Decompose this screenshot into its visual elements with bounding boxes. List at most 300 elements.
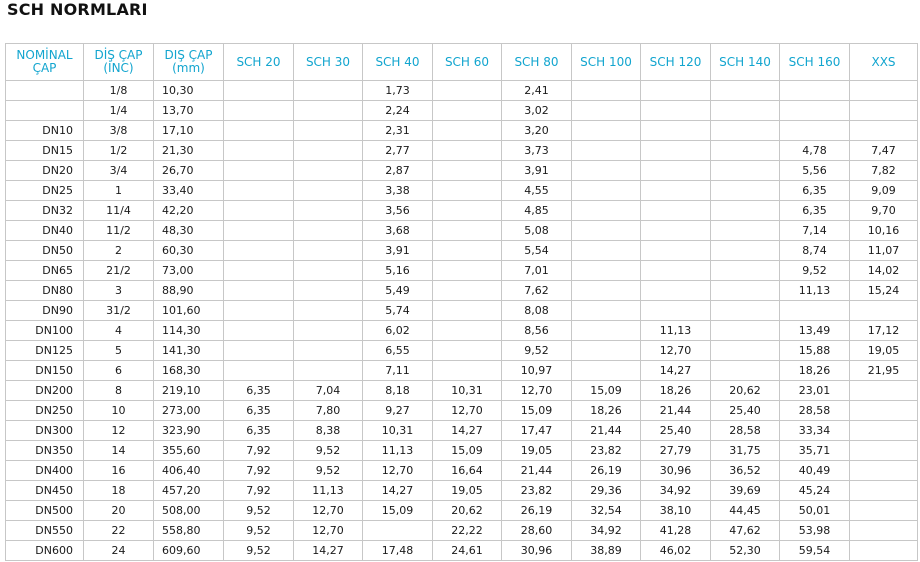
table-cell: 9,52 <box>224 541 294 561</box>
table-cell: 2,24 <box>363 101 433 121</box>
table-cell <box>641 301 711 321</box>
table-cell: 7,47 <box>850 141 918 161</box>
table-row <box>6 261 918 281</box>
table-cell: 7,62 <box>502 281 572 301</box>
table-cell: 3,73 <box>502 141 572 161</box>
table-cell: 53,98 <box>780 521 850 541</box>
table-row <box>6 281 918 301</box>
table-header-row <box>6 44 918 81</box>
table-cell: 29,36 <box>572 481 641 501</box>
table-cell: 18 <box>84 481 154 501</box>
table-cell <box>780 101 850 121</box>
table-cell: 508,00 <box>154 501 224 521</box>
table-cell: 17,47 <box>502 421 572 441</box>
table-cell: 355,60 <box>154 441 224 461</box>
table-cell: 3,56 <box>363 201 433 221</box>
table-cell: 8,74 <box>780 241 850 261</box>
table-cell: DN40 <box>6 221 84 241</box>
table-cell: 406,40 <box>154 461 224 481</box>
table-cell: 26,19 <box>502 501 572 521</box>
table-cell: 33,40 <box>154 181 224 201</box>
table-cell: 4,55 <box>502 181 572 201</box>
table-cell <box>711 321 780 341</box>
table-cell: 15,09 <box>572 381 641 401</box>
table-cell: 3,20 <box>502 121 572 141</box>
table-cell: 3,38 <box>363 181 433 201</box>
table-cell: 5,08 <box>502 221 572 241</box>
table-cell <box>850 441 918 461</box>
table-cell: DN500 <box>6 501 84 521</box>
table-cell: 27,79 <box>641 441 711 461</box>
table-cell: 6,35 <box>224 381 294 401</box>
table-cell <box>294 301 363 321</box>
table-cell <box>294 161 363 181</box>
table-cell: 11/4 <box>84 201 154 221</box>
table-cell <box>850 81 918 101</box>
table-cell <box>641 81 711 101</box>
table-cell: 14,02 <box>850 261 918 281</box>
table-cell: 30,96 <box>641 461 711 481</box>
table-cell <box>850 461 918 481</box>
table-cell: 3/8 <box>84 121 154 141</box>
table-cell <box>433 361 502 381</box>
table-cell: 7,92 <box>224 481 294 501</box>
table-cell: 10,30 <box>154 81 224 101</box>
table-cell: 14,27 <box>433 421 502 441</box>
table-cell <box>294 261 363 281</box>
table-cell <box>850 421 918 441</box>
table-cell <box>572 81 641 101</box>
table-cell: 10,31 <box>433 381 502 401</box>
table-cell <box>294 241 363 261</box>
table-cell <box>711 201 780 221</box>
table-cell: DN550 <box>6 521 84 541</box>
table-cell: 6,35 <box>224 421 294 441</box>
table-cell <box>850 521 918 541</box>
table-cell: 12,70 <box>641 341 711 361</box>
table-cell <box>572 281 641 301</box>
table-cell <box>224 361 294 381</box>
table-cell <box>711 281 780 301</box>
table-cell: 457,20 <box>154 481 224 501</box>
table-cell: 13,49 <box>780 321 850 341</box>
table-cell <box>572 321 641 341</box>
table-cell: 15,24 <box>850 281 918 301</box>
table-cell <box>850 101 918 121</box>
table-cell: 30,96 <box>502 541 572 561</box>
table-cell: DN300 <box>6 421 84 441</box>
table-cell <box>224 101 294 121</box>
table-cell: 40,49 <box>780 461 850 481</box>
table-cell <box>572 181 641 201</box>
table-cell <box>433 101 502 121</box>
table-cell: 3/4 <box>84 161 154 181</box>
table-body <box>6 81 918 561</box>
table-row <box>6 481 918 501</box>
table-cell: 31/2 <box>84 301 154 321</box>
table-cell <box>780 81 850 101</box>
table-cell <box>711 181 780 201</box>
table-cell: 6,35 <box>780 201 850 221</box>
table-cell: 42,20 <box>154 201 224 221</box>
table-cell: 47,62 <box>711 521 780 541</box>
table-cell <box>641 181 711 201</box>
table-cell: 26,19 <box>572 461 641 481</box>
table-cell: 31,75 <box>711 441 780 461</box>
dis-cap-inc-header: DİŞ ÇAP (İNC) <box>84 44 154 81</box>
table-cell: 1/2 <box>84 141 154 161</box>
table-cell: 41,28 <box>641 521 711 541</box>
table-cell: 52,30 <box>711 541 780 561</box>
table-cell: 1/4 <box>84 101 154 121</box>
table-cell <box>224 181 294 201</box>
table-cell: 21,30 <box>154 141 224 161</box>
table-row <box>6 521 918 541</box>
sch-table <box>5 43 918 561</box>
table-cell <box>433 281 502 301</box>
table-cell <box>711 301 780 321</box>
table-cell: 141,30 <box>154 341 224 361</box>
table-cell: 45,24 <box>780 481 850 501</box>
table-cell: 23,82 <box>572 441 641 461</box>
table-cell <box>711 101 780 121</box>
table-cell: 4,85 <box>502 201 572 221</box>
table-cell <box>294 321 363 341</box>
table-cell: DN90 <box>6 301 84 321</box>
table-cell: 2,31 <box>363 121 433 141</box>
table-cell: DN125 <box>6 341 84 361</box>
table-cell <box>363 521 433 541</box>
table-cell <box>294 221 363 241</box>
table-cell <box>6 81 84 101</box>
table-cell: 9,52 <box>294 461 363 481</box>
table-cell: 11,13 <box>294 481 363 501</box>
sch30-header: SCH 30 <box>294 44 363 81</box>
table-cell: 38,89 <box>572 541 641 561</box>
table-cell <box>224 221 294 241</box>
table-cell <box>850 381 918 401</box>
table-cell: 8,08 <box>502 301 572 321</box>
table-cell: 7,92 <box>224 441 294 461</box>
table-cell: 25,40 <box>641 421 711 441</box>
table-cell <box>572 141 641 161</box>
table-cell <box>711 261 780 281</box>
table-cell: 24 <box>84 541 154 561</box>
table-cell: 20,62 <box>711 381 780 401</box>
table-cell: 18,26 <box>572 401 641 421</box>
table-cell <box>641 141 711 161</box>
table-cell: 12,70 <box>294 521 363 541</box>
table-cell <box>780 301 850 321</box>
table-cell: 15,09 <box>502 401 572 421</box>
table-cell: 18,26 <box>780 361 850 381</box>
table-cell: 9,52 <box>502 341 572 361</box>
table-cell: 6 <box>84 361 154 381</box>
table-cell: 8,18 <box>363 381 433 401</box>
table-cell <box>224 121 294 141</box>
table-cell: 3 <box>84 281 154 301</box>
table-cell: 17,10 <box>154 121 224 141</box>
xxs-header: XXS <box>850 44 918 81</box>
table-cell: 3,02 <box>502 101 572 121</box>
table-cell: 3,91 <box>502 161 572 181</box>
table-cell <box>224 261 294 281</box>
table-cell: 14,27 <box>294 541 363 561</box>
table-row <box>6 341 918 361</box>
table-cell: 5,74 <box>363 301 433 321</box>
page-title: SCH NORMLARI <box>7 0 148 19</box>
table-cell <box>224 141 294 161</box>
table-cell <box>294 341 363 361</box>
table-cell: 46,02 <box>641 541 711 561</box>
table-cell: DN400 <box>6 461 84 481</box>
table-cell <box>224 241 294 261</box>
table-cell: 12,70 <box>433 401 502 421</box>
table-row <box>6 321 918 341</box>
table-cell: 15,09 <box>363 501 433 521</box>
table-cell: DN80 <box>6 281 84 301</box>
table-cell: 44,45 <box>711 501 780 521</box>
table-cell: 26,70 <box>154 161 224 181</box>
table-cell: 35,71 <box>780 441 850 461</box>
sch160-header: SCH 160 <box>780 44 850 81</box>
table-cell: DN100 <box>6 321 84 341</box>
table-cell: 4,78 <box>780 141 850 161</box>
table-cell: 8,38 <box>294 421 363 441</box>
table-row <box>6 101 918 121</box>
table-cell: 23,82 <box>502 481 572 501</box>
table-row <box>6 241 918 261</box>
table-cell: 14,27 <box>363 481 433 501</box>
table-cell: 9,09 <box>850 181 918 201</box>
table-cell <box>711 241 780 261</box>
table-cell: 219,10 <box>154 381 224 401</box>
sch140-header: SCH 140 <box>711 44 780 81</box>
table-cell: 32,54 <box>572 501 641 521</box>
table-cell: 21,95 <box>850 361 918 381</box>
table-row <box>6 301 918 321</box>
table-cell: DN10 <box>6 121 84 141</box>
table-cell: 33,34 <box>780 421 850 441</box>
table-row <box>6 161 918 181</box>
table-cell <box>224 321 294 341</box>
table-cell <box>433 81 502 101</box>
table-cell: 15,09 <box>433 441 502 461</box>
table-cell <box>711 361 780 381</box>
table-cell: DN450 <box>6 481 84 501</box>
table-cell: 1/8 <box>84 81 154 101</box>
table-cell <box>294 101 363 121</box>
table-cell: 48,30 <box>154 221 224 241</box>
table-cell: 9,27 <box>363 401 433 421</box>
table-cell: 6,35 <box>780 181 850 201</box>
table-cell: 22,22 <box>433 521 502 541</box>
sch80-header: SCH 80 <box>502 44 572 81</box>
table-cell <box>641 221 711 241</box>
table-cell <box>433 341 502 361</box>
table-cell: 18,26 <box>641 381 711 401</box>
table-row <box>6 121 918 141</box>
table-cell: 12 <box>84 421 154 441</box>
table-cell <box>641 201 711 221</box>
table-cell: 25,40 <box>711 401 780 421</box>
table-cell <box>294 121 363 141</box>
table-row <box>6 221 918 241</box>
table-cell: 9,52 <box>294 441 363 461</box>
table-cell <box>433 301 502 321</box>
table-cell: 168,30 <box>154 361 224 381</box>
table-cell: 4 <box>84 321 154 341</box>
table-cell: 11,07 <box>850 241 918 261</box>
table-cell <box>850 301 918 321</box>
table-cell: 3,68 <box>363 221 433 241</box>
table-cell <box>224 201 294 221</box>
dis-cap-mm-header: DIŞ ÇAP (mm) <box>154 44 224 81</box>
table-cell: 16 <box>84 461 154 481</box>
table-cell: 8,56 <box>502 321 572 341</box>
table-cell: 21,44 <box>502 461 572 481</box>
table-cell: 5,54 <box>502 241 572 261</box>
table-cell: 7,82 <box>850 161 918 181</box>
table-cell <box>711 161 780 181</box>
table-cell <box>850 401 918 421</box>
table-cell: 5,16 <box>363 261 433 281</box>
table-cell: 2,41 <box>502 81 572 101</box>
table-cell: 558,80 <box>154 521 224 541</box>
table-cell: 50,01 <box>780 501 850 521</box>
table-cell: 28,60 <box>502 521 572 541</box>
table-cell <box>433 141 502 161</box>
table-cell: 28,58 <box>711 421 780 441</box>
table-row <box>6 401 918 421</box>
table-cell: 34,92 <box>572 521 641 541</box>
table-cell <box>433 181 502 201</box>
table-cell <box>641 261 711 281</box>
table-cell <box>850 541 918 561</box>
table-cell: 10,97 <box>502 361 572 381</box>
table-cell <box>572 341 641 361</box>
table-cell <box>294 201 363 221</box>
table-cell: DN600 <box>6 541 84 561</box>
table-cell <box>224 161 294 181</box>
table-cell: 2,77 <box>363 141 433 161</box>
table-cell: 20 <box>84 501 154 521</box>
table-cell <box>850 481 918 501</box>
table-cell <box>572 161 641 181</box>
table-cell: 38,10 <box>641 501 711 521</box>
table-cell: 2,87 <box>363 161 433 181</box>
table-cell: 9,70 <box>850 201 918 221</box>
table-cell <box>572 221 641 241</box>
table-cell <box>572 201 641 221</box>
table-row <box>6 421 918 441</box>
table-cell: 7,92 <box>224 461 294 481</box>
table-cell: 7,80 <box>294 401 363 421</box>
table-cell: 12,70 <box>294 501 363 521</box>
table-cell: DN32 <box>6 201 84 221</box>
table-cell <box>641 121 711 141</box>
table-cell <box>224 341 294 361</box>
table-cell: 11,13 <box>641 321 711 341</box>
table-cell: 17,48 <box>363 541 433 561</box>
table-cell: 323,90 <box>154 421 224 441</box>
table-cell: 6,35 <box>224 401 294 421</box>
sch20-header: SCH 20 <box>224 44 294 81</box>
table-cell: 7,11 <box>363 361 433 381</box>
table-row <box>6 461 918 481</box>
table-cell: 34,92 <box>641 481 711 501</box>
table-cell: 16,64 <box>433 461 502 481</box>
table-cell: 28,58 <box>780 401 850 421</box>
table-cell: DN65 <box>6 261 84 281</box>
table-cell <box>850 501 918 521</box>
table-cell <box>224 301 294 321</box>
table-cell: 24,61 <box>433 541 502 561</box>
table-cell: DN50 <box>6 241 84 261</box>
table-cell: 2 <box>84 241 154 261</box>
table-cell: 1,73 <box>363 81 433 101</box>
table-cell <box>294 141 363 161</box>
table-cell <box>780 121 850 141</box>
nominal-cap-header: NOMİNAL ÇAP <box>6 44 84 81</box>
table-cell: 23,01 <box>780 381 850 401</box>
table-cell: 9,52 <box>224 501 294 521</box>
table-cell: DN200 <box>6 381 84 401</box>
table-cell <box>641 241 711 261</box>
sch60-header: SCH 60 <box>433 44 502 81</box>
table-cell: 36,52 <box>711 461 780 481</box>
table-cell: 73,00 <box>154 261 224 281</box>
table-cell <box>433 221 502 241</box>
table-cell <box>224 281 294 301</box>
table-cell: 59,54 <box>780 541 850 561</box>
table-cell: 14,27 <box>641 361 711 381</box>
table-row <box>6 81 918 101</box>
table-cell <box>433 121 502 141</box>
table-cell <box>850 121 918 141</box>
table-cell: DN25 <box>6 181 84 201</box>
table-cell: 17,12 <box>850 321 918 341</box>
table-cell <box>572 301 641 321</box>
table-cell: 88,90 <box>154 281 224 301</box>
table-cell: 10,16 <box>850 221 918 241</box>
table-row <box>6 201 918 221</box>
table-cell: 7,01 <box>502 261 572 281</box>
table-cell: 273,00 <box>154 401 224 421</box>
table-cell: 21,44 <box>641 401 711 421</box>
table-cell <box>711 341 780 361</box>
table-cell: 8 <box>84 381 154 401</box>
table-cell <box>641 101 711 121</box>
table-cell <box>572 121 641 141</box>
table-cell: 39,69 <box>711 481 780 501</box>
table-cell <box>6 101 84 121</box>
table-cell: 13,70 <box>154 101 224 121</box>
table-row <box>6 441 918 461</box>
table-row <box>6 181 918 201</box>
table-cell: 21/2 <box>84 261 154 281</box>
table-cell: DN150 <box>6 361 84 381</box>
table-row <box>6 541 918 561</box>
table-cell: 60,30 <box>154 241 224 261</box>
table-cell: 6,02 <box>363 321 433 341</box>
table-cell: 19,05 <box>502 441 572 461</box>
table-cell <box>433 321 502 341</box>
table-cell <box>641 161 711 181</box>
table-cell: 5 <box>84 341 154 361</box>
table-cell <box>433 201 502 221</box>
table-cell: 101,60 <box>154 301 224 321</box>
